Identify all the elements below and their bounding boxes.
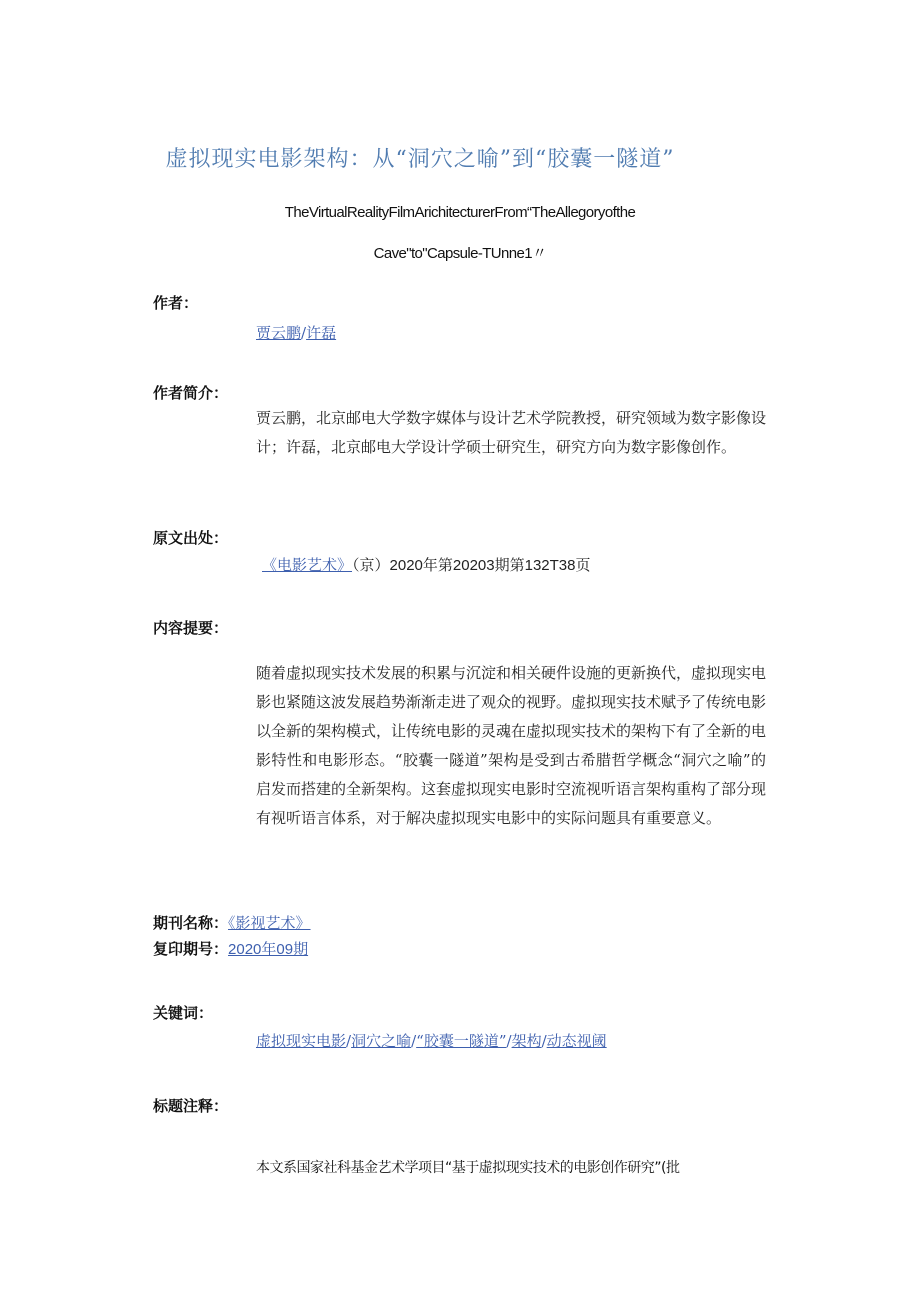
authors-label: 作者： <box>153 294 199 312</box>
english-title-line-2: Cave"to"Capsule-TUnne1〃 <box>373 245 547 262</box>
bio-text: 贾云鹏，北京邮电大学数字媒体与设计艺术学院教授，研究领域为数字影像设计；许磊，北京邮电大学设计学硕士研究生，研究方向为数字影像创作。 <box>256 409 767 456</box>
keyword-separator: / <box>346 1032 352 1050</box>
reprint-link[interactable]: 2020年09期 <box>228 941 309 958</box>
page-title: 虚拟现实电影架构：从“洞穴之喻”到“胶囊一隧道” <box>165 147 675 172</box>
english-title-line-1: TheVirtualRealityFilmArichitecturerFrom“TheAllegoryofthe <box>284 204 636 221</box>
source-line <box>262 554 590 575</box>
title-note-label: 标题注释： <box>153 1097 229 1115</box>
keyword-link-1[interactable]: 虚拟现实电影 <box>256 1032 347 1050</box>
periodical-row <box>153 912 311 933</box>
keyword-separator: / <box>541 1032 547 1050</box>
abstract-label: 内容提要： <box>153 619 229 637</box>
reprint-row <box>153 938 308 959</box>
author-link-2[interactable]: 许磊 <box>306 324 337 342</box>
keyword-link-3[interactable]: “胶囊一隧道” <box>416 1032 507 1050</box>
source-details: （京）2020年第20203期第132T38页 <box>352 557 591 574</box>
title-note-text: 本文系国家社科基金艺术学项目“基于虚拟现实技术的电影创作研究”(批 <box>256 1160 680 1176</box>
keyword-separator: / <box>411 1032 417 1050</box>
author-separator: / <box>301 324 307 342</box>
keyword-link-4[interactable]: 架构 <box>511 1032 542 1050</box>
keyword-separator: / <box>506 1032 512 1050</box>
bio-label: 作者简介： <box>153 384 229 402</box>
source-journal-link[interactable]: 《电影艺术》 <box>262 556 353 574</box>
keyword-link-2[interactable]: 洞穴之喻 <box>351 1032 412 1050</box>
abstract-text: 随着虚拟现实技术发展的积累与沉淀和相关硬件设施的更新换代，虚拟现实电影也紧随这波发展趋势渐渐走进了观众的视野。虚拟现实技术赋予了传统电影以全新的架构模式，让传统电影的灵魂在虚拟现实技术的架构下有了全新的电影特性和电影形态。“胶囊一隧道”架构是受到古希腊哲学概念“洞穴之喻”的启发而搭建的全新架构。这套虚拟现实电影时空流视听语言架构重构了部分现有视听语言体系，对于解决虚拟现实电影中的实际问题具有重要意义。 <box>256 664 767 827</box>
periodical-label: 期刊名称： <box>153 914 229 932</box>
keywords-label: 关键词： <box>153 1004 214 1022</box>
authors-list <box>256 322 336 343</box>
keywords-list <box>256 1030 607 1051</box>
keyword-link-5[interactable]: 动态视阈 <box>546 1032 607 1050</box>
reprint-label: 复印期号： <box>153 940 229 958</box>
author-link-1[interactable]: 贾云鹏 <box>256 324 302 342</box>
source-label: 原文出处： <box>153 529 229 547</box>
periodical-link[interactable]: 《影视艺术》 <box>228 914 311 932</box>
